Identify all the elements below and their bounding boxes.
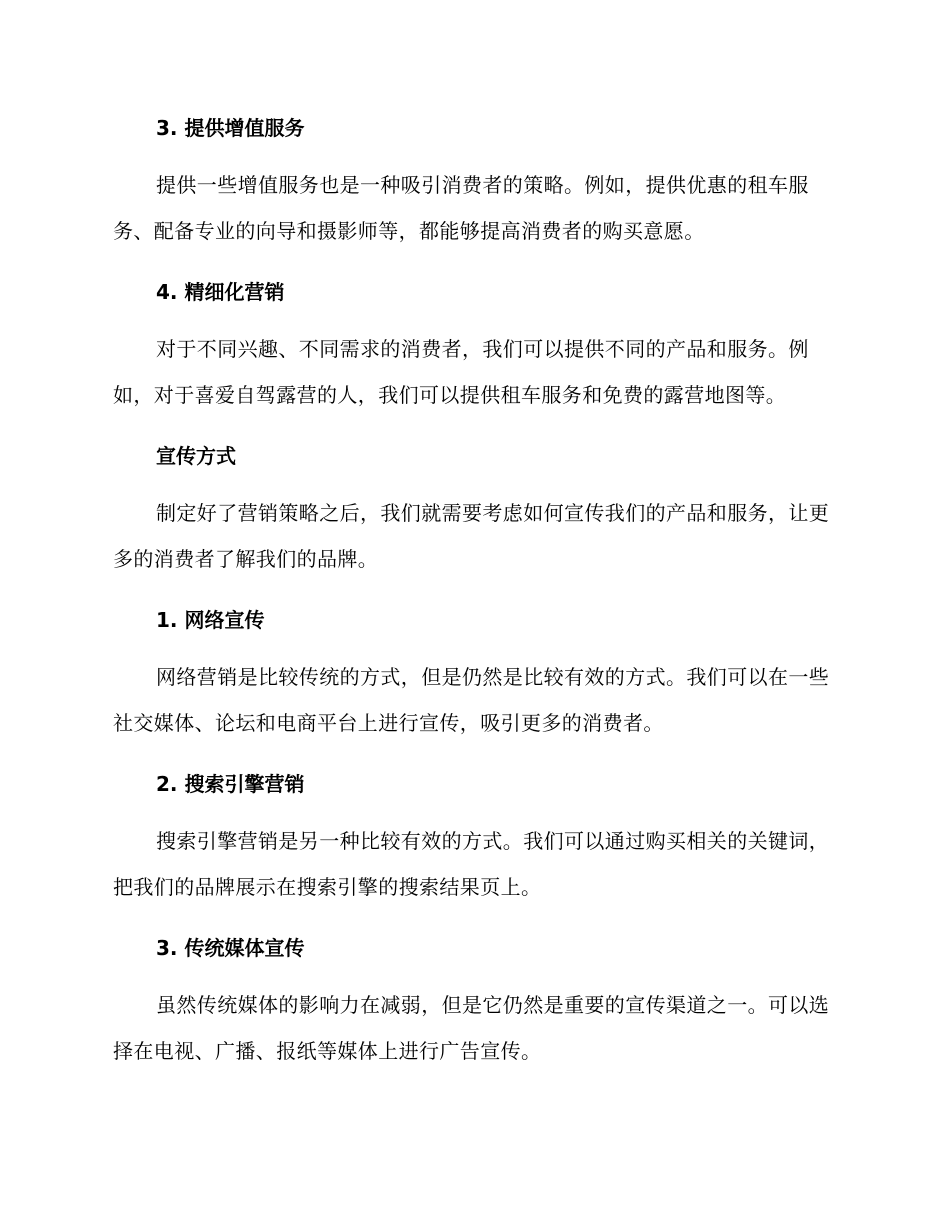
- section-heading-promotion-methods: 宣传方式: [156, 444, 236, 468]
- section-heading-online-promotion: 1. 网络宣传: [156, 608, 265, 632]
- section-heading-traditional-media: 3. 传统媒体宣传: [156, 936, 305, 960]
- section-heading-value-added-services: 3. 提供增值服务: [156, 116, 305, 140]
- paragraph-promotion-methods: 制定好了营销策略之后，我们就需要考虑如何宣传我们的产品和服务，让更多的消费者了解我们的品牌。: [113, 501, 830, 571]
- paragraph-traditional-media: 虽然传统媒体的影响力在减弱，但是它仍然是重要的宣传渠道之一。可以选择在电视、广播、报纸等媒体上进行广告宣传。: [113, 993, 830, 1063]
- paragraph-refined-marketing: 对于不同兴趣、不同需求的消费者，我们可以提供不同的产品和服务。例如，对于喜爱自驾露营的人，我们可以提供租车服务和免费的露营地图等。: [113, 337, 809, 407]
- section-heading-refined-marketing: 4. 精细化营销: [156, 280, 285, 304]
- section-heading-search-engine-marketing: 2. 搜索引擎营销: [156, 772, 305, 796]
- paragraph-online-promotion: 网络营销是比较传统的方式，但是仍然是比较有效的方式。我们可以在一些社交媒体、论坛和电商平台上进行宣传，吸引更多的消费者。: [113, 665, 830, 735]
- document-body: [113, 110, 833, 1074]
- paragraph-search-engine-marketing: 搜索引擎营销是另一种比较有效的方式。我们可以通过购买相关的关键词，把我们的品牌展示在搜索引擎的搜索结果页上。: [113, 829, 830, 899]
- paragraph-value-added-services: 提供一些增值服务也是一种吸引消费者的策略。例如，提供优惠的租车服务、配备专业的向导和摄影师等，都能够提高消费者的购买意愿。: [113, 173, 809, 243]
